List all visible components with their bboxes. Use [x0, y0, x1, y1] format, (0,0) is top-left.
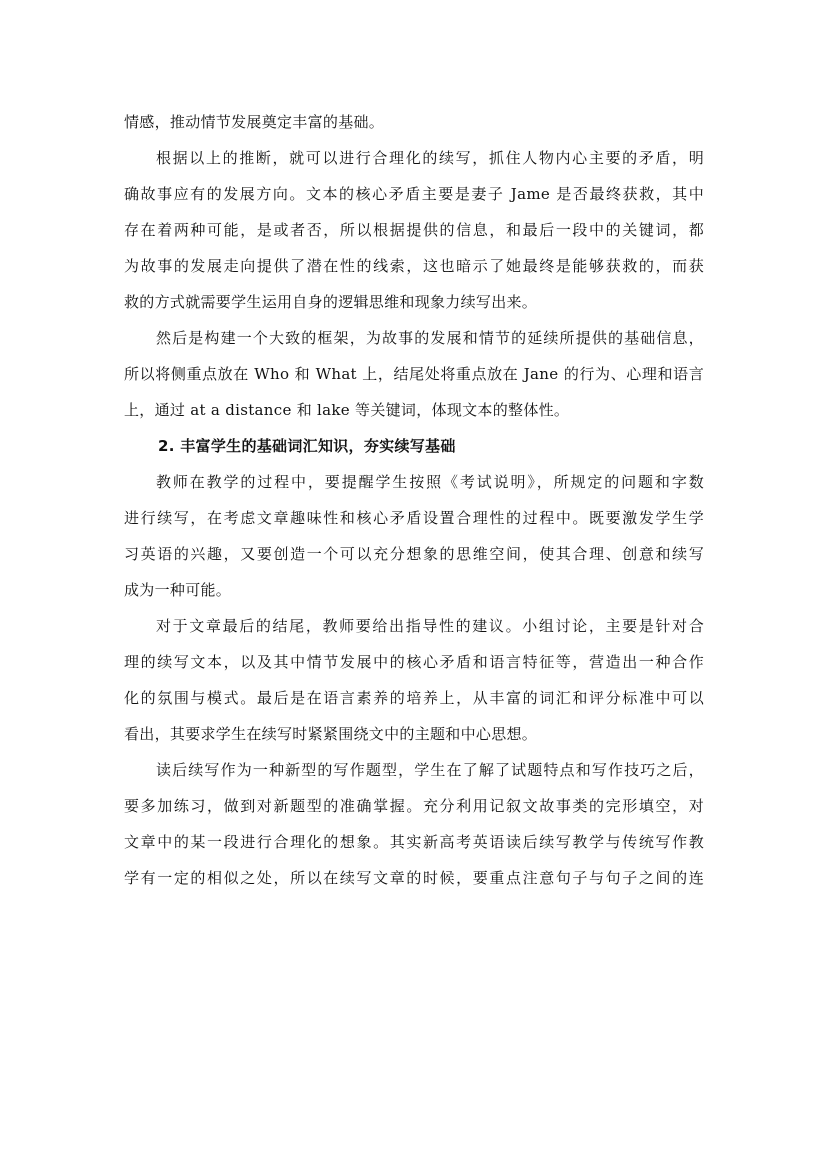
text-line: 存在着两种可能，是或者否，所以根据提供的信息，和最后一段中的关键词，都 — [124, 221, 704, 239]
text-line: 文章中的某一段进行合理化的想象。其实新高考英语读后续写教学与传统写作教 — [124, 833, 704, 851]
text-line: 为故事的发展走向提供了潜在性的线索，这也暗示了她最终是能够获救的，而获 — [124, 257, 704, 275]
paragraph — [124, 320, 704, 428]
text-line: 看出，其要求学生在续写时紧紧围绕文中的主题和中心思想。 — [124, 725, 538, 743]
heading-text: 2. 丰富学生的基础词汇知识，夯实续写基础 — [158, 437, 456, 455]
text-line: 学有一定的相似之处，所以在续写文章的时候，要重点注意句子与句子之间的连 — [124, 869, 704, 887]
text-line: 要多加练习，做到对新题型的准确掌握。充分利用记叙文故事类的完形填空，对 — [124, 797, 704, 815]
text-line: 根据以上的推断，就可以进行合理化的续写，抓住人物内心主要的矛盾，明 — [156, 149, 704, 167]
text-line: 所以将侧重点放在 Who 和 What 上，结尾处将重点放在 Jane 的行为、心理和语言 — [124, 365, 704, 383]
text-line: 情感，推动情节发展奠定丰富的基础。 — [124, 113, 385, 131]
text-line: 教师在教学的过程中，要提醒学生按照《考试说明》，所规定的问题和字数 — [156, 473, 704, 491]
paragraph — [124, 608, 704, 752]
text-line: 上，通过 at a distance 和 lake 等关键词，体现文本的整体性。 — [124, 401, 570, 419]
text-line: 化的氛围与模式。最后是在语言素养的培养上，从丰富的词汇和评分标准中可以 — [124, 689, 704, 707]
section-heading — [124, 428, 704, 464]
paragraph — [124, 464, 704, 608]
document-page — [124, 104, 704, 896]
paragraph — [124, 140, 704, 320]
text-line: 然后是构建一个大致的框架，为故事的发展和情节的延续所提供的基础信息， — [156, 329, 704, 347]
text-line: 读后续写作为一种新型的写作题型，学生在了解了试题特点和写作技巧之后， — [156, 761, 704, 779]
text-line: 成为一种可能。 — [124, 581, 232, 599]
paragraph — [124, 752, 704, 896]
text-line: 进行续写，在考虑文章趣味性和核心矛盾设置合理性的过程中。既要激发学生学 — [124, 509, 704, 527]
text-line: 习英语的兴趣，又要创造一个可以充分想象的思维空间，使其合理、创意和续写 — [124, 545, 704, 563]
text-line: 对于文章最后的结尾，教师要给出指导性的建议。小组讨论，主要是针对合 — [156, 617, 704, 635]
text-line: 理的续写文本，以及其中情节发展中的核心矛盾和语言特征等，营造出一种合作 — [124, 653, 704, 671]
text-line: 救的方式就需要学生运用自身的逻辑思维和现象力续写出来。 — [124, 293, 538, 311]
text-line: 确故事应有的发展方向。文本的核心矛盾主要是妻子 Jame 是否最终获救，其中 — [124, 185, 704, 203]
paragraph — [124, 104, 704, 140]
